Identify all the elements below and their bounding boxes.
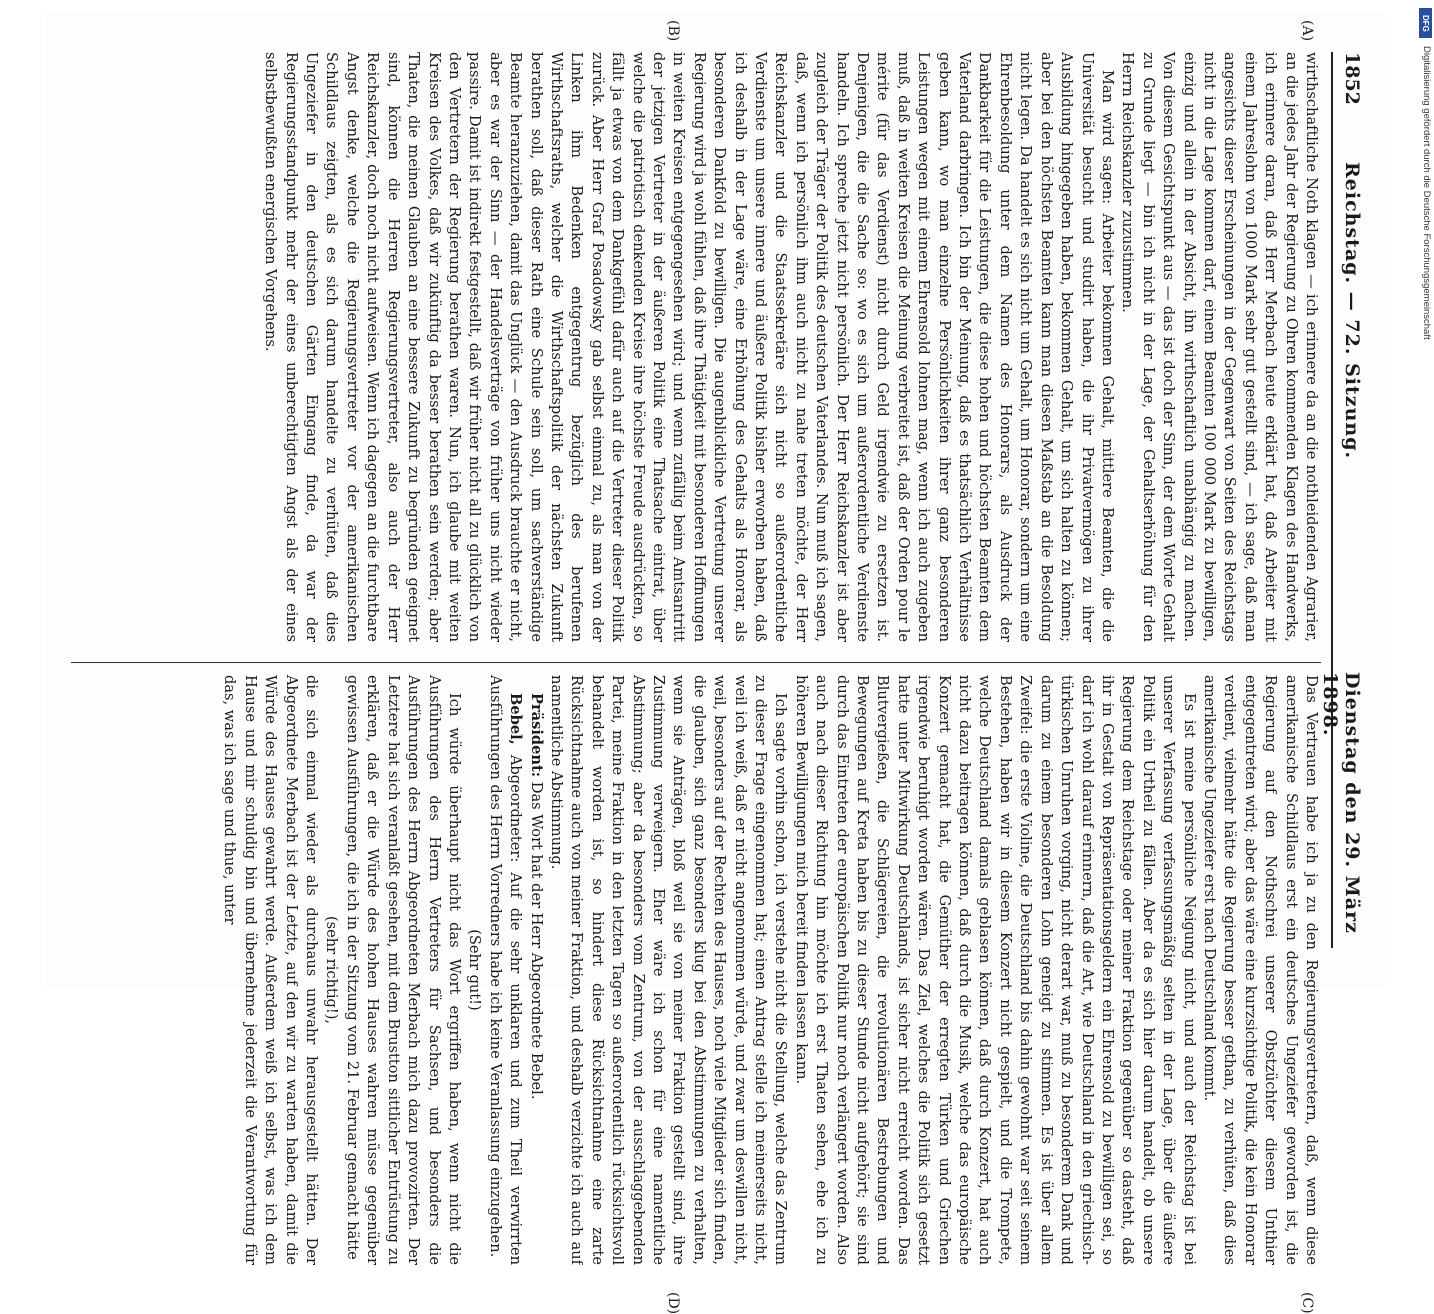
president-text: Das Wort hat der Herr Abgeordnete Bebel. (527, 781, 545, 1100)
dfg-logo: DFG (1419, 8, 1432, 38)
margin-mark-a: (A) (1299, 20, 1315, 42)
margin-mark-d: (D) (665, 1292, 681, 1314)
session-title: Reichstag. — 72. Sitzung. (1341, 162, 1363, 460)
funding-note: Digitalisierung gefördert durch die Deutsche Forschungsgemeinschaft (1421, 46, 1432, 340)
right-column (71, 662, 1321, 1265)
left-column (71, 52, 1321, 642)
paragraph: Das Vertrauen habe ich ja zu den Regierungsvertretern, daß, wenn diese amerikanische Schildlaus erst ein deutsches Ungeziefer geworden ist, die Regierung auf den Nothschrei unserer Obstzüchter diesem Unthier entgegentreten wird; aber das wäre eine kurzsichtige Politik, die kein Honorar verdient, vielmehr hätte die Regierung besser gethan, zu verhüten, daß dies amerikanische Ungeziefer erst nach Deutschland kommt. (1200, 675, 1320, 1265)
page-header (1319, 52, 1371, 948)
document-page (45, 12, 1385, 1314)
margin-mark-b: (B) (665, 20, 681, 42)
speaker-statement (484, 675, 525, 1265)
interjection: (sehr richtig!), (323, 915, 341, 1025)
speaker-text: Abgeordneter: Auf die sehr unklaren und zum Theil verwirrten Ausführungen des Herrn Vorredners habe ich keine Veranlassung einzugehen. (486, 675, 525, 1265)
president-label: Präsident: (527, 693, 545, 778)
margin-mark-c: (C) (1299, 1292, 1315, 1314)
text-columns (69, 20, 1331, 1314)
interjection: (Sehr gut!) (466, 929, 484, 1011)
president-statement (525, 675, 545, 1265)
paragraph: wirthschaftliche Noth klagen — ich erinnere da an die nothleidenden Agrarier, an die jedes Jahr der Regierung zu Ohren kommenden Klagen des Handwerks, ich erinnere daran, daß Herr Merbach heute erklärt hat, daß Arbeiter mit einem Jahreslohn von 1000 Mark sehr gut gestellt sind, — ich sage, daß man angesichts dieser Erscheinungen in der Gegenwart von Seiten des Reichstags nicht in die Lage kommen darf, einem Beamten 100 000 Mark zu bewilligen, einzig und allein in der Absicht, ihn wirthschaftlich unabhängig zu machen. Von diesem Gesichtspunkt aus — das ist doch der Sinn, der dem Worte Gehalt zu Grunde liegt — bin ich nicht in der Lage, der Gehaltserhöhung für den Herrn Reichskanzler zuzustimmen. (1119, 52, 1320, 642)
page-number: 1852 (1341, 52, 1363, 105)
paragraph: die sich einmal wieder als durchaus unwahr herausgestellt hätten. Der Abgeordnete Merbach ist der Letzte, auf den wir zu warten haben, damit die Würde des Hauses gewahrt werde. Außerdem weiß ich selbst, was ich dem Hause und mir schuldig bin und übernehme jederzeit die Verantwortung für das, was ich sage und thue, unter (221, 675, 321, 1265)
paragraph: Man wird sagen: Arbeiter bekommen Gehalt, mittlere Beamten, die die Universität besucht und studirt haben, die ihr Privatvermögen zu ihrer Ausbildung hingegeben haben, bekommen Gehalt, um sich halten zu können; aber bei den höchsten Beamten kann man diesen Maßstab an die Besoldung nicht legen. Da handelt es sich nicht um Gehalt, um Honorar, sondern um eine Ehrenbesoldung unter dem Namen des Honorars, als Ausdruck der Dankbarkeit für die Leistungen, die diese hohen und höchsten Beamten dem Vaterland darbringen. Ich bin der Meinung, daß es thatsächlich Verhältnisse geben kann, wo man einzelne Persönlichkeiten ihrer ganz besonderen Leistungen wegen mit einem Ehrensold lohnen mag, wenn ich auch zugeben muß, daß in weiten Kreisen die Meinung verbreitet ist, daß der Orden pour le mérite (für das Verdienst) nicht durch Geld irgendwie zu ersetzen ist. Denjenigen, die die Sache so: wo es sich um außerordentliche Verdienste handeln. Ich spreche jetzt nicht persönlich. Der Herr Reichskanzler ist aber zugleich der Träger der Politik des deutschen Vaterlandes. Nun muß ich sagen, daß, wenn ich persönlich ihm auch nicht zu nahe treten möchte, der Herr Reichskanzler und die Staatssekretäre sich nicht so außerordentliche Verdienste um unsere innere und äußere Politik bisher erworben haben, daß ich deshalb in der Lage wäre, eine Erhöhung des Gehalts als Honorar, als besonderen Dankfold zu bewilligen. Die augenblickliche Vertretung unserer Regierung wird ja wohl fühlen, daß ihre Thätigkeit mit besonderen Hoffnungen in weiten Kreisen entgegengesehen wird; und wenn zufällig beim Amtsantritt der jetzigen Vertreter in der äußeren Politik eine Thatsache eintrat, über welche die patriotisch denkenden Kreise ihre höchste Freude ausdrückten, so fällt ja etwas von dem Dankgefühl dafür auch auf die Vertreter dieser Politik zurück. Aber Herr Graf Posadowsky gab selbst einmal zu, als man von der Linken ihm Bedenken entgegentrug bezüglich des berufenen Wirthschaftsraths, welcher die Wirthschaftspolitik der nächsten Zukunft berathen soll, daß dieser Rath eine Schule sein soll, um sachverständige Beamte heranzuziehen, damit das Unglück — den Ausdruck brauchte er nicht, aber es war der Sinn — der Handelsverträge von früher uns nicht wieder passire. Damit ist indirekt festgestellt, daß wir früher nicht all zu glücklich von den Vertretern der Regierung berathen waren. Nun, ich glaube mit weiten Kreisen des Volkes, daß wir zukünftig da besser berathen sein werden; aber Thaten, die meinen Glauben an eine bessere Zukunft zu begründen geeignet sind, können die Herren Regierungsvertreter, also auch der Herr Reichskanzler, doch noch nicht aufweisen. Wenn ich dagegen an die furchtbare Angst denke, welche die Regierungsvertreter vor der amerikanischen Schildlaus zeigten, als es sich darum handelte zu verhüten, daß dies Ungeziefer in den deutschen Gärten Eingang finde, da war der Regierungsstandpunkt mehr der eines unberechtigten Angst als der eines selbstbewußten energischen Vorgehens. (262, 52, 1116, 642)
digitization-stamp (1416, 6, 1434, 766)
speaker-label: Bebel, (507, 693, 525, 745)
paragraph: Ich sagte vorhin schon, ich verstehe nicht die Stellung, welche das Zentrum zu dieser Frage eingenommen hat; einen Antrag stelle ich meinerseits nicht, weil ich weiß, daß er nicht angenommen würde, und zwar um deswillen nicht, weil, besonders auf der Rechten des Hauses, noch viele Mitglieder sich finden, die glauben, sich ganz besonders klug bei den Abstimmungen zu verhalten, wenn sie Anträgen, bloß weil sie von meiner Fraktion gestellt sind, ihre Zustimmung verweigern. Eher wäre ich schon für eine namentliche Abstimmung; aber da besonders vom Zentrum, von der ausschlaggebenden Partei, meine Fraktion in den letzten Tagen so außerordentlich rücksichtsvoll behandelt worden ist, so hindert diese Rücksichtnahme eine zarte Rücksichtnahme auch von meiner Fraktion, und deshalb verzichte ich auch auf namentliche Abstimmung. (547, 675, 790, 1265)
session-date: Dienstag den 29. März 1898. (1319, 672, 1363, 934)
paragraph: Ich würde überhaupt nicht das Wort ergriffen haben, wenn nicht die Ausführungen des Herrn Vertreters für Sachsen, und besonders die Ausführungen des Herrn Abgeordneten Merbach mich dazu provozirten. Der Letztere hat sich veranlaßt gesehen, mit dem Brustton sittlicher Entrüstung zu erklären, daß er die Würde des hohen Hauses wahren müsse gegenüber gewissen Ausführungen, die ich in der Sitzung vom 21. Februar gemacht hätte (343, 675, 463, 1265)
paragraph: Es ist meine persönliche Neigung nicht, und auch der Reichstag ist bei unserer Verfassung verfassungsmäßig selten in der Lage, über die äußere Politik ein Urtheil zu fällen. Aber da es sich hier darum handelt, ob unsere Regierung dem Reichstage oder meiner Fraktion gegenüber so dasteht, daß ihr in Gestalt von Repräsentationsgeldern ein Ehrensold zu bewilligen sei, so darf ich wohl darauf erinnern, daß die Art, wie Deutschland in den griechisch-türkischen Unruhen vorging, nicht derart war, muß zu besonderem Dank und darum zu einem besonderen Lohn geneigt zu stimmen. Es ist über allem Zweifel: die erste Violine, die Deutschland bis dahin gewohnt war seit seinem Bestehen, haben wir in diesem Konzert nicht gespielt, und die Trompete, welche Deutschland damals geblasen können, daß durch Konzert, hat auch nicht dazu beitragen können, daß durch die Musik, welche das europäische Konzert gemacht hat, die Gemüther der erregten Türken und Griechen irgendwie beruhigt worden wären. Das Ziel, welches die Politik sich gesetzt hatte unter Mitwirkung Deutschlands, ist sicher nicht erreicht worden. Das Blutvergießen, die Schlägereien, die revolutionären Bestrebungen und Bewegungen auf Kreta haben bis zu dieser Stunde nicht aufgehört; sie sind durch das Eintreten der europäischen Politik nur noch verlängert worden. Also auch nach dieser Richtung hin möchte ich erst Thaten sehen, ehe ich zu höheren Bewilligungen mich bereit finden lassen kann. (792, 675, 1198, 1265)
